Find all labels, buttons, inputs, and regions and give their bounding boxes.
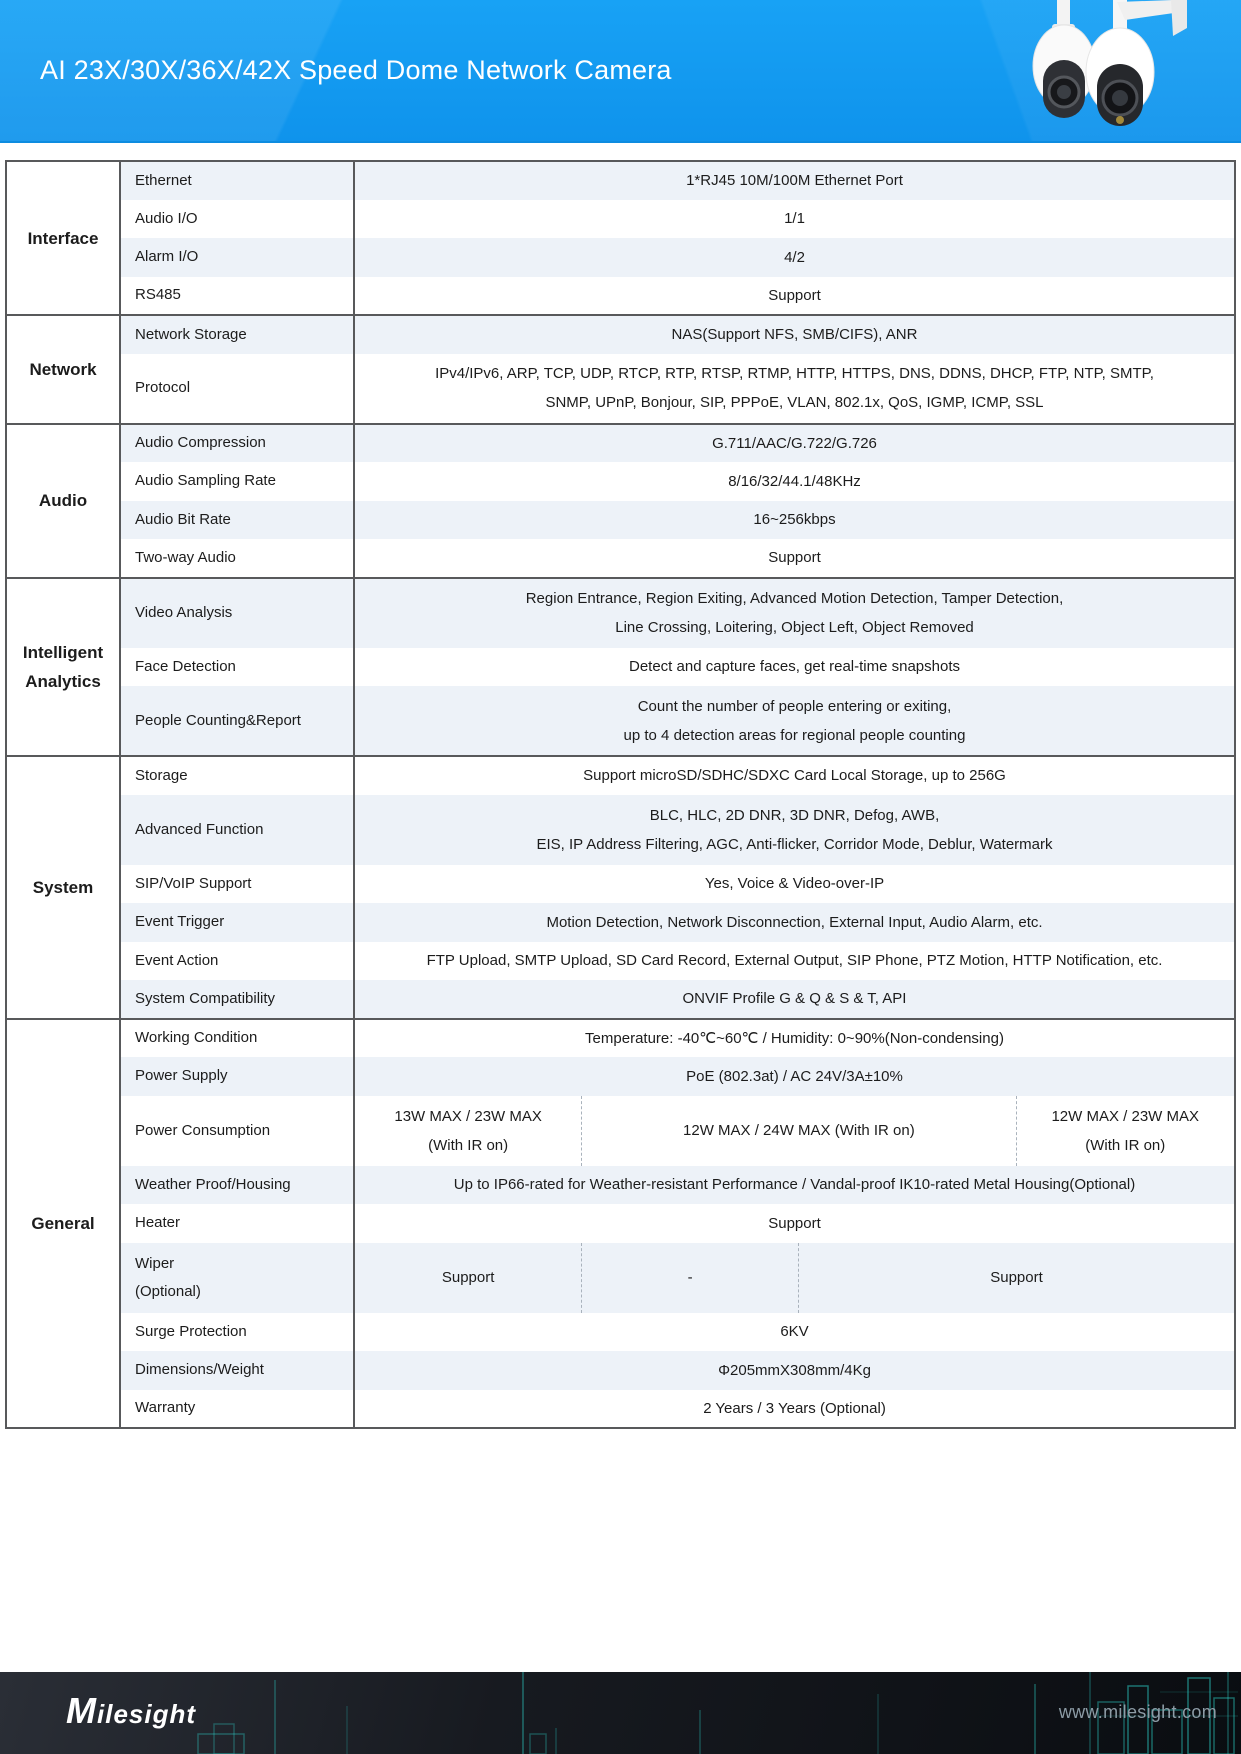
value-cell	[354, 161, 1235, 200]
param-cell	[120, 686, 354, 756]
split-cell	[581, 1243, 798, 1313]
text-line: 8/16/32/44.1/48KHz	[728, 472, 861, 490]
spec-row	[6, 1019, 1235, 1058]
text-line: Audio I/O	[135, 209, 198, 227]
spec-row	[6, 315, 1235, 354]
text-line: 2 Years / 3 Years (Optional)	[703, 1399, 886, 1417]
param-cell	[120, 1390, 354, 1429]
speed-dome-front	[1086, 0, 1187, 126]
milesight-logo: Milesight	[66, 1690, 197, 1731]
param-cell	[120, 648, 354, 687]
text-line: 1/1	[784, 210, 805, 228]
value-cell	[354, 1096, 1235, 1166]
spec-row	[6, 238, 1235, 277]
split-cell	[581, 1096, 1015, 1166]
text-line: (Optional)	[135, 1282, 201, 1300]
param-cell	[120, 354, 354, 424]
spec-table-body	[6, 161, 1235, 1428]
text-line: ONVIF Profile G & Q & S & T, API	[682, 990, 907, 1008]
text-line: Dimensions/Weight	[135, 1361, 264, 1379]
value-cell	[354, 501, 1235, 540]
text-line: 1*RJ45 10M/100M Ethernet Port	[686, 172, 903, 190]
param-cell	[120, 277, 354, 316]
text-line: EIS, IP Address Filtering, AGC, Anti-flicker, Corridor Mode, Deblur, Watermark	[536, 835, 1053, 853]
param-cell	[120, 161, 354, 200]
spec-row	[6, 539, 1235, 578]
website-link: www.milesight.com	[1058, 1702, 1217, 1722]
text-line: Power Consumption	[135, 1121, 271, 1139]
text-line: SIP/VoIP Support	[135, 874, 252, 892]
text-line: System Compatibility	[135, 989, 276, 1007]
text-line: Audio Sampling Rate	[135, 472, 276, 490]
value-cell	[354, 795, 1235, 865]
value-cell	[354, 865, 1235, 904]
category-cell	[6, 161, 120, 315]
text-line: Detect and capture faces, get real-time snapshots	[628, 658, 960, 676]
text-line: Audio Compression	[135, 434, 266, 452]
text-line: Power Supply	[135, 1067, 228, 1085]
text-line: Network	[29, 359, 97, 379]
value-cell	[354, 424, 1235, 463]
value-cell	[354, 980, 1235, 1019]
param-cell	[120, 1204, 354, 1243]
value-cell	[354, 1351, 1235, 1390]
value-cell	[354, 354, 1235, 424]
spec-row	[6, 578, 1235, 648]
text-line: 12W MAX / 24W MAX (With IR on)	[683, 1122, 915, 1139]
text-line: Alarm I/O	[135, 248, 199, 266]
text-line: Φ205mmX308mm/4Kg	[718, 1361, 871, 1379]
text-line: Video Analysis	[135, 604, 233, 621]
spec-row	[6, 865, 1235, 904]
param-cell	[120, 315, 354, 354]
speed-dome-back	[1033, 0, 1095, 118]
category-cell	[6, 578, 120, 757]
text-line: PoE (802.3at) / AC 24V/3A±10%	[686, 1067, 903, 1085]
param-cell	[120, 501, 354, 540]
value-cell	[354, 277, 1235, 316]
value-cell	[354, 1204, 1235, 1243]
spec-row	[6, 501, 1235, 540]
text-line: IPv4/IPv6, ARP, TCP, UDP, RTCP, RTP, RTSP, RTMP, HTTP, HTTPS, DNS, DDNS, DHCP, FTP, NTP, SMTP,	[435, 365, 1154, 382]
text-line: Support	[768, 286, 821, 304]
text-line: Wiper	[135, 1254, 175, 1272]
text-line: 6KV	[780, 1323, 809, 1341]
category-cell	[6, 424, 120, 578]
value-cell	[354, 648, 1235, 687]
spec-row	[6, 1166, 1235, 1205]
param-cell	[120, 1351, 354, 1390]
page-title: AI 23X/30X/36X/42X Speed Dome Network Camera	[40, 55, 672, 85]
value-cell	[354, 1019, 1235, 1058]
spec-row	[6, 903, 1235, 942]
text-line: Motion Detection, Network Disconnection, External Input, Audio Alarm, etc.	[546, 913, 1043, 931]
spec-row	[6, 462, 1235, 501]
text-line: 13W MAX / 23W MAX	[394, 1107, 542, 1125]
text-line: RS485	[135, 286, 181, 304]
text-line: Protocol	[135, 379, 191, 396]
value-cell	[354, 1166, 1235, 1205]
spec-row	[6, 1351, 1235, 1390]
value-cell	[354, 1390, 1235, 1429]
text-line: Temperature: -40℃~60℃ / Humidity: 0~90%(Non-condensing)	[585, 1029, 1004, 1047]
spec-row	[6, 354, 1235, 424]
value-cell	[354, 1057, 1235, 1096]
text-line: Analytics	[25, 671, 101, 691]
text-line: Event Trigger	[135, 913, 225, 931]
spec-row	[6, 161, 1235, 200]
spec-row	[6, 795, 1235, 865]
text-line: BLC, HLC, 2D DNR, 3D DNR, Defog, AWB,	[649, 806, 940, 824]
text-line: 12W MAX / 23W MAX	[1051, 1107, 1200, 1125]
value-cell	[354, 903, 1235, 942]
spec-row	[6, 648, 1235, 687]
text-line: Support	[990, 1269, 1043, 1286]
page-header	[0, 0, 1241, 143]
value-cell	[354, 462, 1235, 501]
param-cell	[120, 1243, 354, 1313]
param-cell	[120, 1096, 354, 1166]
value-cell	[354, 1243, 1235, 1313]
product-image-camera	[1021, 0, 1189, 138]
text-line: Surge Protection	[135, 1322, 247, 1340]
spec-row	[6, 1390, 1235, 1429]
spec-row	[6, 277, 1235, 316]
param-cell	[120, 1057, 354, 1096]
text-line: Event Action	[135, 951, 219, 969]
value-cell	[354, 200, 1235, 239]
text-line: People Counting&Report	[135, 711, 301, 729]
param-cell	[120, 865, 354, 904]
text-line: up to 4 detection areas for regional people counting	[623, 726, 966, 744]
text-line: Region Entrance, Region Exiting, Advanced Motion Detection, Tamper Detection,	[525, 590, 1064, 607]
text-line: Support microSD/SDHC/SDXC Card Local Storage, up to 256G	[583, 767, 1006, 785]
param-cell	[120, 200, 354, 239]
split-value	[355, 1096, 1234, 1166]
text-line: Line Crossing, Loitering, Object Left, Object Removed	[615, 619, 974, 636]
param-cell	[120, 1019, 354, 1058]
param-cell	[120, 1313, 354, 1352]
text-line: Support	[768, 549, 821, 567]
spec-row	[6, 756, 1235, 795]
param-cell	[120, 942, 354, 981]
param-cell	[120, 756, 354, 795]
spec-row	[6, 1313, 1235, 1352]
spec-row	[6, 686, 1235, 756]
param-cell	[120, 424, 354, 463]
param-cell	[120, 238, 354, 277]
text-line: -	[687, 1269, 693, 1286]
text-line: System	[32, 877, 94, 897]
param-cell	[120, 903, 354, 942]
text-line: SNMP, UPnP, Bonjour, SIP, PPPoE, VLAN, 802.1x, QoS, IGMP, ICMP, SSL	[545, 394, 1044, 411]
param-cell	[120, 539, 354, 578]
spec-row	[6, 980, 1235, 1019]
text-line: Intelligent	[22, 642, 104, 662]
split-cell	[1016, 1096, 1235, 1166]
text-line: (With IR on)	[1085, 1136, 1166, 1154]
text-line: Audio Bit Rate	[135, 510, 231, 528]
text-line: NAS(Support NFS, SMB/CIFS), ANR	[671, 326, 918, 344]
text-line: Face Detection	[135, 657, 236, 675]
page-footer	[0, 1672, 1241, 1754]
value-cell	[354, 1313, 1235, 1352]
text-line: Network Storage	[135, 325, 247, 343]
value-cell	[354, 238, 1235, 277]
text-line: Working Condition	[135, 1029, 258, 1047]
category-cell	[6, 315, 120, 424]
text-line: G.711/AAC/G.722/G.726	[712, 434, 877, 452]
text-line: General	[31, 1213, 95, 1233]
text-line: Support	[768, 1214, 821, 1232]
text-line: 16~256kbps	[753, 511, 836, 529]
text-line: Warranty	[135, 1399, 196, 1417]
text-line: Advanced Function	[135, 820, 264, 838]
text-line: Support	[441, 1269, 495, 1286]
split-cell	[355, 1096, 581, 1166]
param-cell	[120, 1166, 354, 1205]
spec-table	[5, 160, 1236, 1429]
text-line: Storage	[135, 766, 188, 784]
spec-row	[6, 1057, 1235, 1096]
category-cell	[6, 1019, 120, 1429]
text-line: Interface	[27, 228, 99, 248]
text-line: Heater	[135, 1214, 181, 1232]
text-line: Weather Proof/Housing	[135, 1175, 291, 1193]
split-cell	[798, 1243, 1234, 1313]
split-cell	[355, 1243, 581, 1313]
value-cell	[354, 756, 1235, 795]
spec-row	[6, 942, 1235, 981]
spec-row	[6, 1096, 1235, 1166]
text-line: Audio	[38, 491, 88, 510]
value-cell	[354, 578, 1235, 648]
text-line: Two-way Audio	[135, 548, 236, 566]
text-line: (With IR on)	[428, 1136, 509, 1154]
text-line: FTP Upload, SMTP Upload, SD Card Record, External Output, SIP Phone, PTZ Motion, HTTP Notification, etc.	[426, 952, 1163, 970]
spec-row	[6, 424, 1235, 463]
text-line: Count the number of people entering or exiting,	[637, 697, 952, 715]
spec-row	[6, 200, 1235, 239]
spec-row	[6, 1204, 1235, 1243]
param-cell	[120, 980, 354, 1019]
split-value	[355, 1243, 1234, 1313]
value-cell	[354, 539, 1235, 578]
text-line: Yes, Voice & Video-over-IP	[704, 875, 885, 893]
value-cell	[354, 942, 1235, 981]
param-cell	[120, 795, 354, 865]
param-cell	[120, 462, 354, 501]
value-cell	[354, 315, 1235, 354]
spec-row	[6, 1243, 1235, 1313]
category-cell	[6, 756, 120, 1019]
param-cell	[120, 578, 354, 648]
value-cell	[354, 686, 1235, 756]
text-line: Ethernet	[135, 171, 192, 189]
text-line: 4/2	[784, 248, 805, 266]
text-line: Up to IP66-rated for Weather-resistant Performance / Vandal-proof IK10-rated Metal Housing(Optional)	[453, 1176, 1136, 1194]
